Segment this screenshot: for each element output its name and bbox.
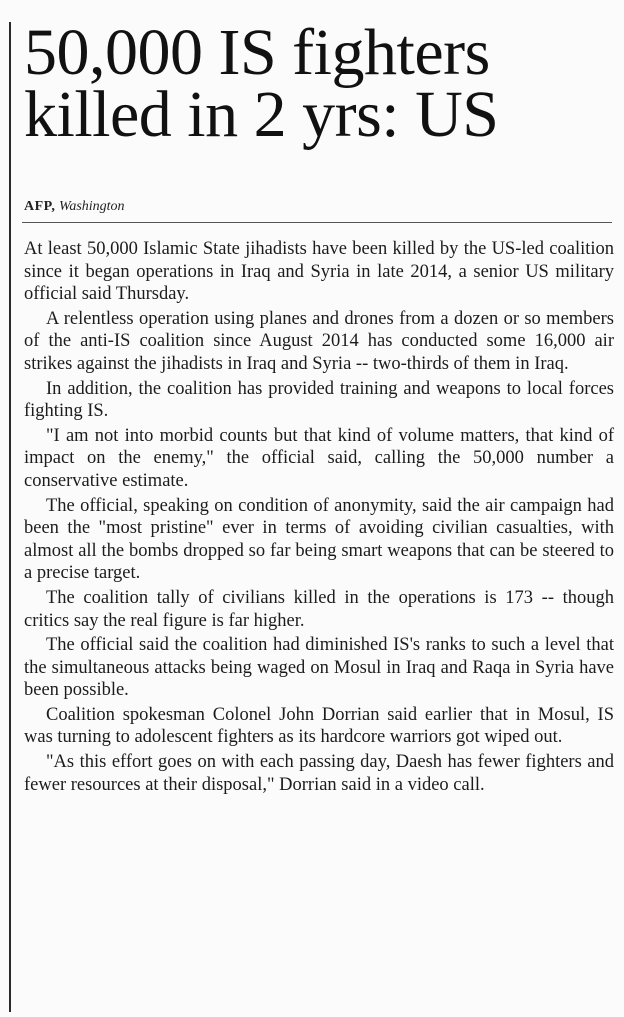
paragraph: Coalition spokesman Colonel John Dorrian said earlier that in Mosul, IS was turning to adolescent fighters as its hardcore warriors got wiped out. (24, 704, 614, 748)
paragraph: The coalition tally of civilians killed in the operations is 173 -- though critics say the real figure is far higher. (24, 587, 614, 631)
byline-divider (22, 222, 612, 223)
paragraph: "I am not into morbid counts but that kind of volume matters, that kind of impact on the enemy," the official said, calling the 50,000 number a conservative estimate. (24, 425, 614, 491)
byline-agency: AFP, (24, 199, 56, 214)
column-rule (9, 22, 11, 1012)
byline-place: Washington (58, 199, 125, 214)
headline-line-1: 50,000 IS fighters (24, 16, 490, 89)
paragraph: A relentless operation using planes and drones from a dozen or so members of the anti-IS coalition since August 2014 has conducted some 16,000 air strikes against the jihadists in Iraq and Syria -- two-thirds of them in Iraq. (24, 308, 614, 374)
paragraph: At least 50,000 Islamic State jihadists have been killed by the US-led coalition since it began operations in Iraq and Syria in late 2014, a senior US military official said Thursday. (24, 239, 614, 305)
paragraph: The official said the coalition had diminished IS's ranks to such a level that the simultaneous attacks being waged on Mosul in Iraq and Raqa in Syria have been possible. (24, 635, 614, 701)
paragraph: The official, speaking on condition of anonymity, said the air campaign had been the "most pristine" ever in terms of avoiding civilian casualties, with almost all the bombs dropped so far being smart weapons that can be steered to a precise target. (24, 495, 614, 584)
headline (24, 16, 614, 151)
headline-line-2: killed in 2 yrs: US (24, 78, 499, 151)
paragraph: "As this effort goes on with each passing day, Daesh has fewer fighters and fewer resources at their disposal," Dorrian said in a video call. (24, 752, 614, 795)
byline (24, 199, 125, 215)
paragraph: In addition, the coalition has provided training and weapons to local forces fighting IS. (24, 378, 614, 422)
article-body (24, 238, 614, 798)
